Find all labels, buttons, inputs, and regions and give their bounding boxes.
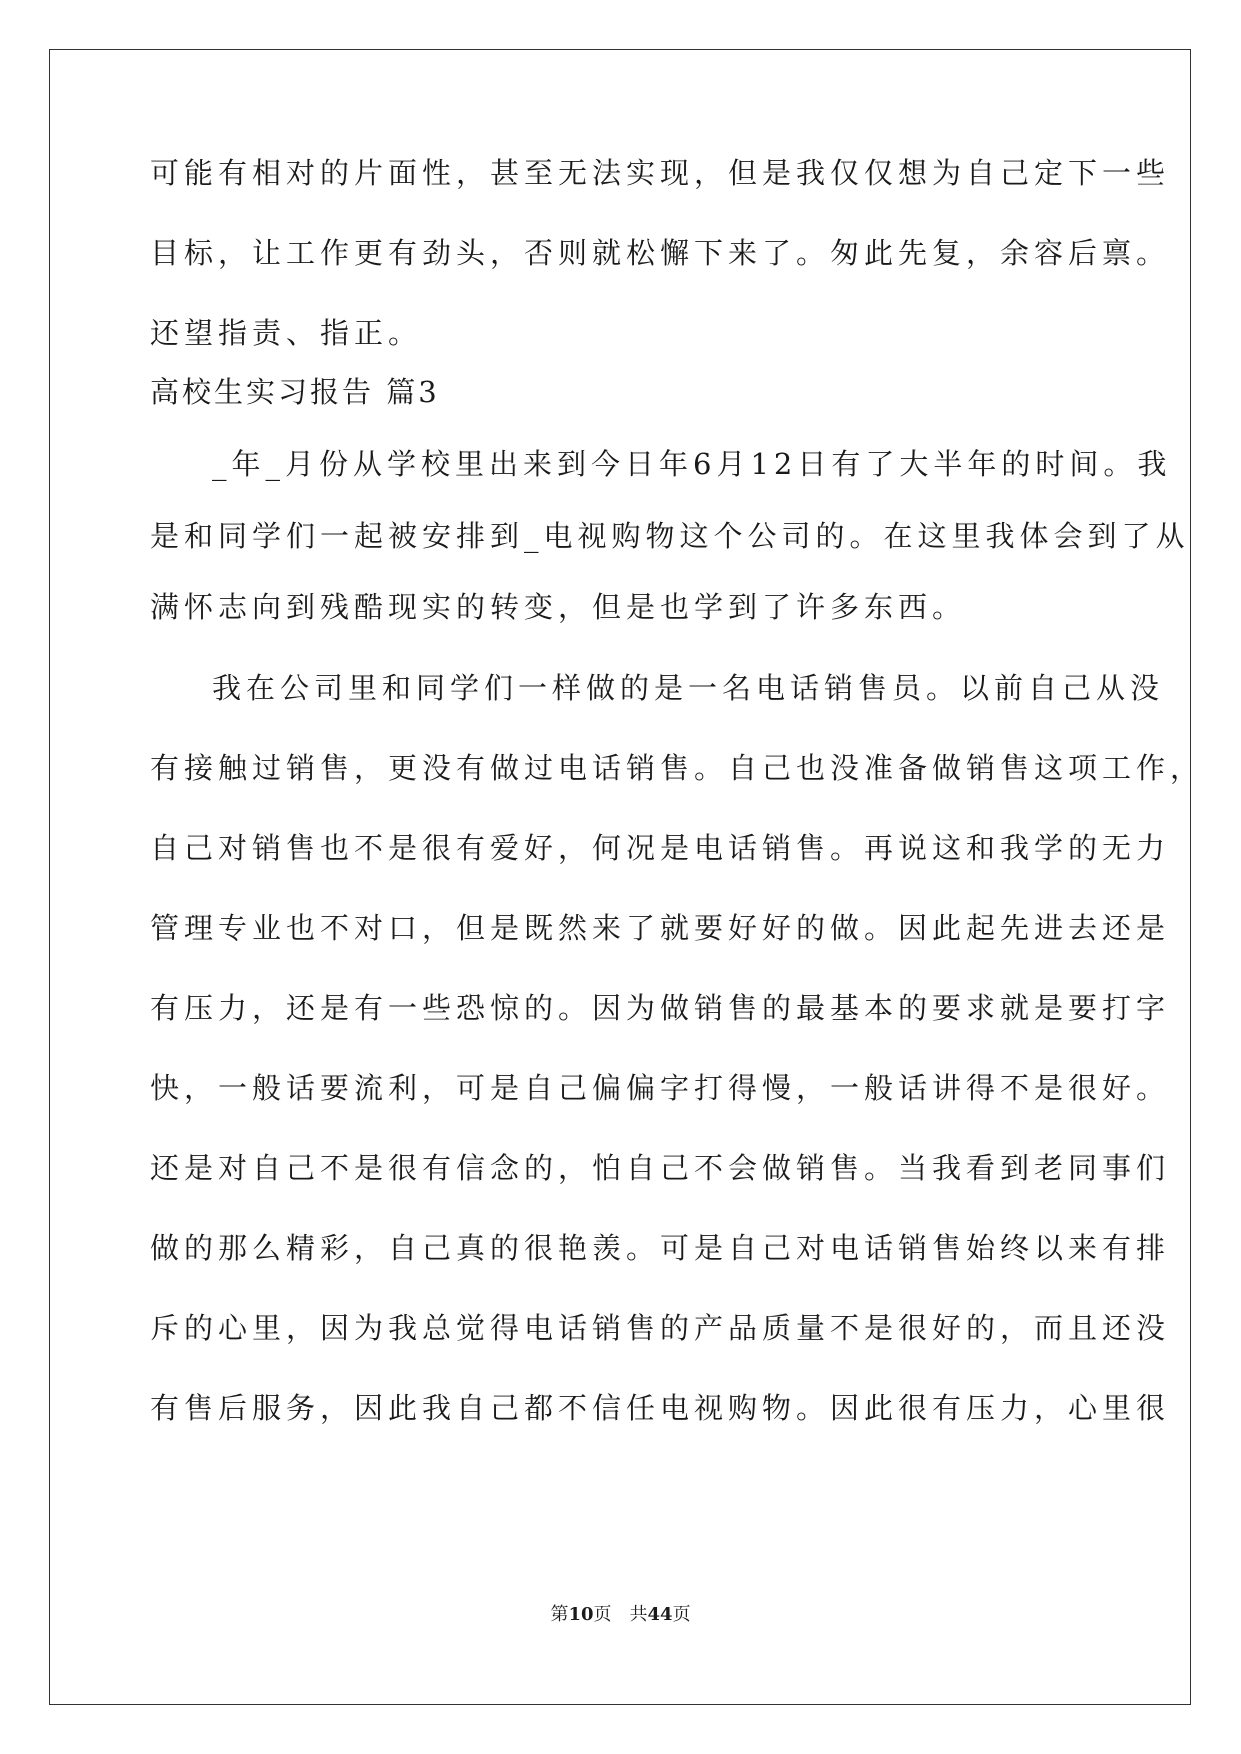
page-border: [49, 49, 1191, 1705]
total-pages-number: 44: [647, 1604, 673, 1625]
body-line-16: 斥的心里，因为我总觉得电话销售的产品质量不是很好的，而且还没: [150, 1311, 1171, 1345]
body-line-2: 目标，让工作更有劲头，否则就松懈下来了。匆此先复，余容后禀。: [150, 236, 1171, 270]
current-page-number: 10: [568, 1604, 594, 1625]
body-line-10: 自己对销售也不是很有爱好，何况是电话销售。再说这和我学的无力: [150, 831, 1171, 865]
body-line-6: 是和同学们一起被安排到_电视购物这个公司的。在这里我体会到了从: [150, 519, 1190, 553]
body-line-15: 做的那么精彩，自己真的很艳羡。可是自己对电话销售始终以来有排: [150, 1231, 1171, 1265]
body-line-1: 可能有相对的片面性，甚至无法实现，但是我仅仅想为自己定下一些: [150, 156, 1171, 190]
footer-suffix: 页: [672, 1604, 691, 1625]
body-line-3: 还望指责、指正。: [150, 316, 423, 350]
body-line-9: 有接触过销售，更没有做过电话销售。自己也没准备做销售这项工作，: [150, 751, 1205, 785]
body-line-17: 有售后服务，因此我自己都不信任电视购物。因此很有压力，心里很: [150, 1391, 1171, 1425]
body-line-7: 满怀志向到残酷现实的转变，但是也学到了许多东西。: [150, 590, 967, 624]
page-footer: [0, 1600, 1241, 1626]
footer-middle: 页 共: [593, 1604, 648, 1625]
body-line-12: 有压力，还是有一些恐惊的。因为做销售的最基本的要求就是要打字: [150, 991, 1171, 1025]
section-heading: 高校生实习报告 篇3: [150, 375, 440, 409]
footer-prefix: 第: [550, 1604, 569, 1625]
body-line-13: 快，一般话要流利，可是自己偏偏字打得慢，一般话讲得不是很好。: [150, 1071, 1171, 1105]
body-line-5: _年_月份从学校里出来到今日年6月12日有了大半年的时间。我: [212, 447, 1172, 481]
body-line-11: 管理专业也不对口，但是既然来了就要好好的做。因此起先进去还是: [150, 911, 1171, 945]
body-line-14: 还是对自己不是很有信念的，怕自己不会做销售。当我看到老同事们: [150, 1151, 1171, 1185]
body-line-8: 我在公司里和同学们一样做的是一名电话销售员。以前自己从没: [212, 671, 1165, 705]
